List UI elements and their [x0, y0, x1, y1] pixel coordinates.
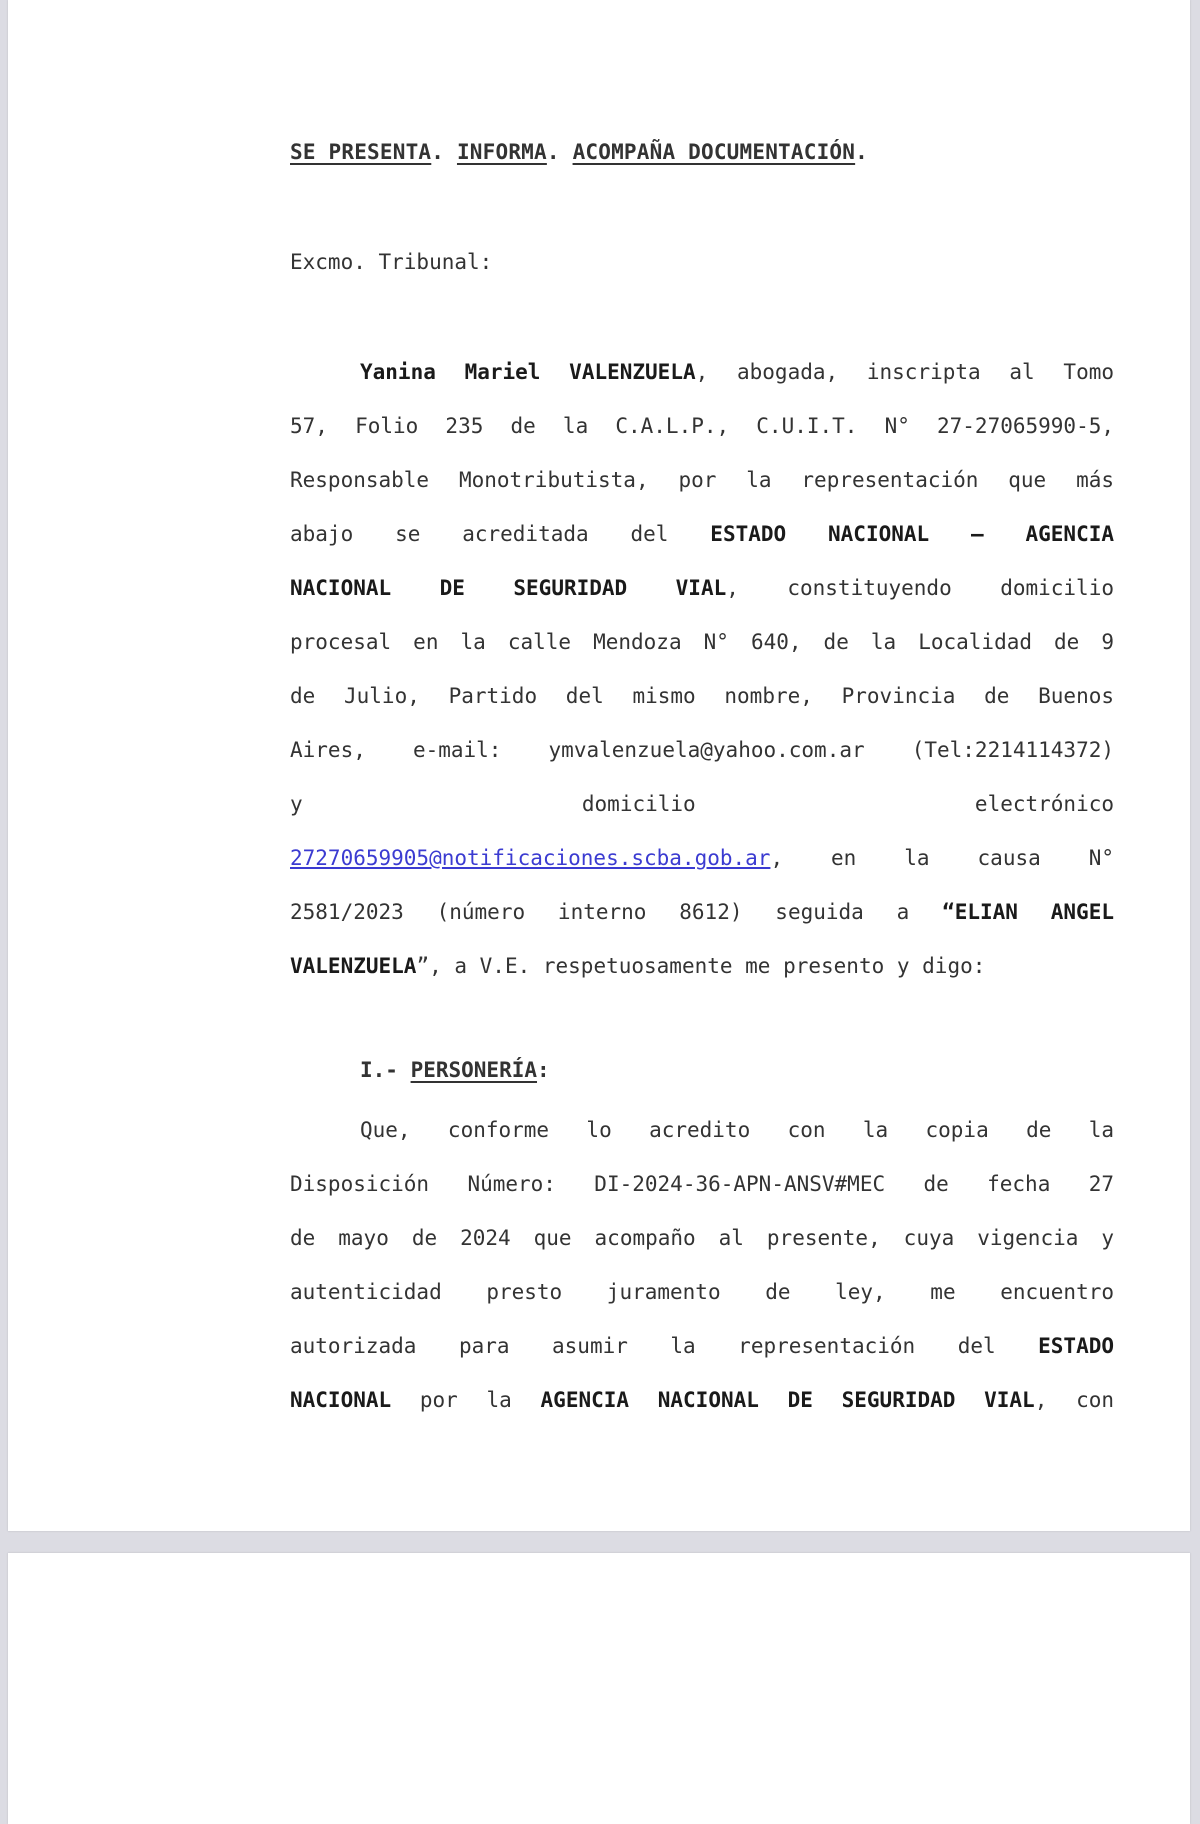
- salutation: Excmo. Tribunal:: [290, 250, 493, 274]
- section-heading: I.- PERSONERÍA:: [360, 1058, 550, 1082]
- text-line: de mayo de 2024 que acompaño al presente, cuya vigencia y: [290, 1226, 1114, 1250]
- text-line: Disposición Número: DI-2024-36-APN-ANSV#MEC de fecha 27: [290, 1172, 1114, 1196]
- text-line: procesal en la calle Mendoza N° 640, de la Localidad de 9: [290, 630, 1114, 654]
- text-line: Que, conforme lo acredito con la copia de la: [360, 1118, 1114, 1142]
- lawyer-name: Yanina Mariel VALENZUELA: [360, 360, 696, 384]
- text-line: autenticidad presto juramento de ley, me encuentro: [290, 1280, 1114, 1304]
- personeria-paragraph: [290, 1103, 1114, 1427]
- title-part-1: SE PRESENTA: [290, 140, 432, 164]
- text-line: 2581/2023 (número interno 8612) seguida a “ELIAN ANGEL: [290, 900, 1114, 924]
- text-line: Aires, e-mail: ymvalenzuela@yahoo.com.ar (Tel:2214114372): [290, 738, 1114, 762]
- text-line: autorizada para asumir la representación del ESTADO: [290, 1334, 1114, 1358]
- text-line: NACIONAL por la AGENCIA NACIONAL DE SEGURIDAD VIAL, con: [290, 1388, 1114, 1412]
- text-line: Yanina Mariel VALENZUELA, abogada, inscripta al Tomo: [360, 360, 1114, 384]
- text-line: VALENZUELA”, a V.E. respetuosamente me presento y digo:: [290, 954, 986, 978]
- document-title: SE PRESENTA. INFORMA. ACOMPAÑA DOCUMENTACIÓN.: [290, 140, 868, 164]
- intro-paragraph: [290, 345, 1114, 993]
- title-part-2: INFORMA: [456, 140, 547, 164]
- text-line: abajo se acreditada del ESTADO NACIONAL – AGENCIA: [290, 522, 1115, 546]
- title-part-3: ACOMPAÑA DOCUMENTACIÓN: [572, 140, 856, 164]
- text-line: 27270659905@notificaciones.scba.gob.ar, en la causa N°: [290, 846, 1114, 870]
- text-line: Responsable Monotributista, por la representación que más: [290, 468, 1114, 492]
- text-line: de Julio, Partido del mismo nombre, Provincia de Buenos: [290, 684, 1114, 708]
- text-line: 57, Folio 235 de la C.A.L.P., C.U.I.T. N° 27-27065990-5,: [290, 414, 1114, 438]
- section-title: PERSONERÍA: [410, 1058, 538, 1082]
- document-page-1: [8, 0, 1190, 1531]
- electronic-domicile-link[interactable]: 27270659905@notificaciones.scba.gob.ar: [290, 846, 771, 870]
- document-page-2: [8, 1553, 1190, 1824]
- text-line: NACIONAL DE SEGURIDAD VIAL, constituyendo domicilio: [290, 576, 1114, 600]
- text-line: y domicilio electrónico: [290, 792, 1114, 816]
